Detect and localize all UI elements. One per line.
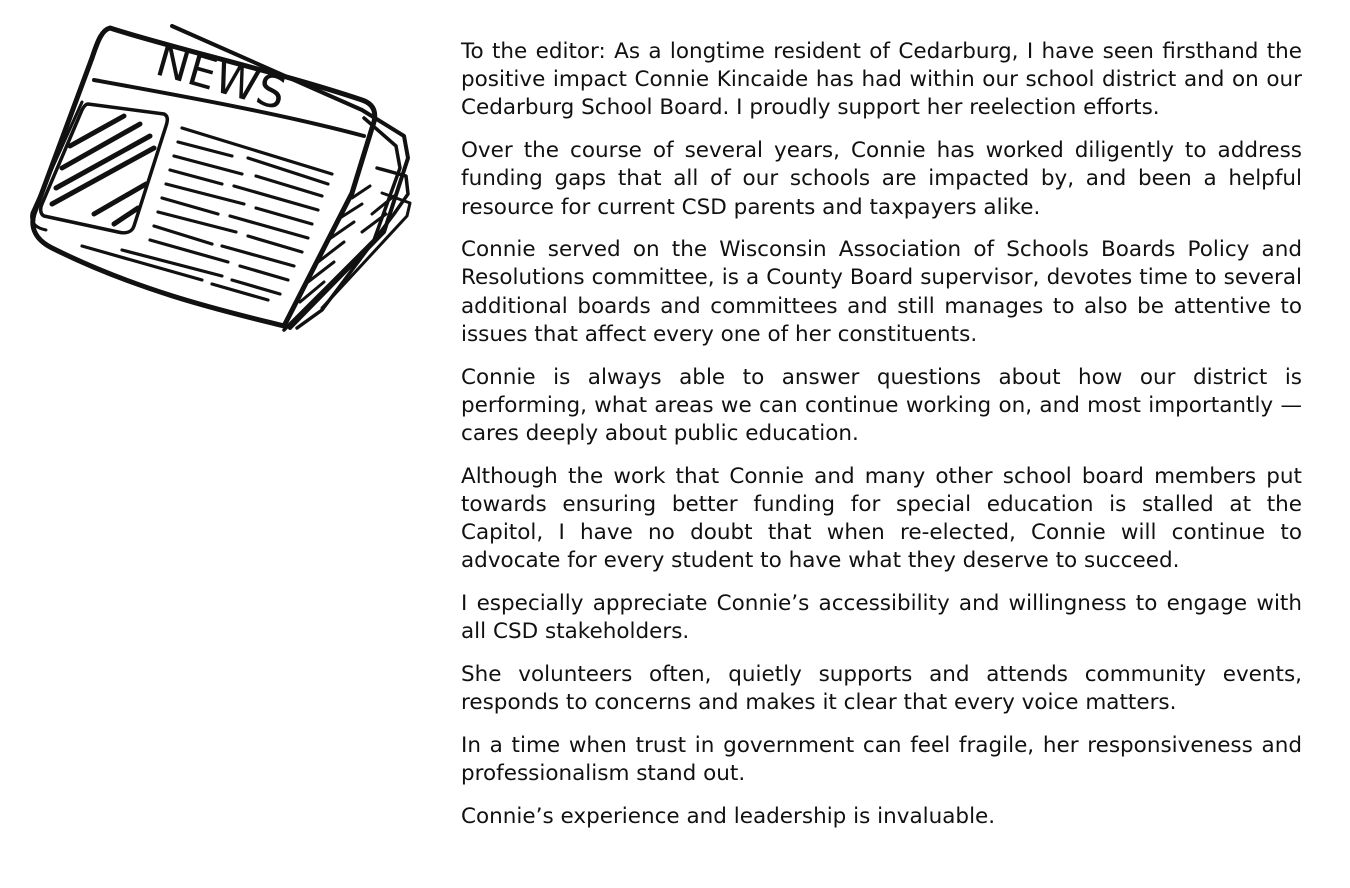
letter-paragraph: She volunteers often, quietly supports and attends community events, responds to concerns and makes it clear that every voice matters. bbox=[461, 661, 1302, 716]
letter-paragraph: Over the course of several years, Connie has worked diligently to address funding gaps that all of our schools are impacted by, and been a helpful resource for current CSD parents and taxpayers alike. bbox=[461, 138, 1302, 220]
letter-paragraph: In a time when trust in government can feel fragile, her responsiveness and professionalism stand out. bbox=[461, 732, 1302, 786]
newspaper-illustration bbox=[22, 18, 422, 343]
letter-paragraph: Connie’s experience and leadership is invaluable. bbox=[461, 803, 996, 829]
letter-paragraph: To the editor: As a longtime resident of Cedarburg, I have seen firsthand the positive impact Connie Kincaide has had within our school district and on our Cedarburg School Board. I proudly support her reelection efforts. bbox=[461, 39, 1302, 121]
letter-paragraph: Connie is always able to answer questions about how our district is performing, what areas we can continue working on, and most importantly — cares deeply about public education. bbox=[461, 364, 1302, 446]
letter-to-editor bbox=[461, 38, 1302, 831]
letter-paragraph: I especially appreciate Connie’s accessibility and willingness to engage with all CSD stakeholders. bbox=[461, 590, 1302, 645]
letter-paragraph: Although the work that Connie and many other school board members put towards ensuring better funding for special education is stalled at the Capitol, I have no doubt that when re-elected, Connie will continue to advocate for every student to have what they deserve to succeed. bbox=[461, 463, 1302, 574]
letter-paragraph: Connie served on the Wisconsin Association of Schools Boards Policy and Resolutions committee, is a County Board supervisor, devotes time to several additional boards and committees and still manages to also be attentive to issues that affect every one of her constituents. bbox=[461, 237, 1302, 347]
newspaper-icon bbox=[22, 18, 422, 343]
newspaper-masthead-text: NEWS bbox=[150, 35, 292, 121]
